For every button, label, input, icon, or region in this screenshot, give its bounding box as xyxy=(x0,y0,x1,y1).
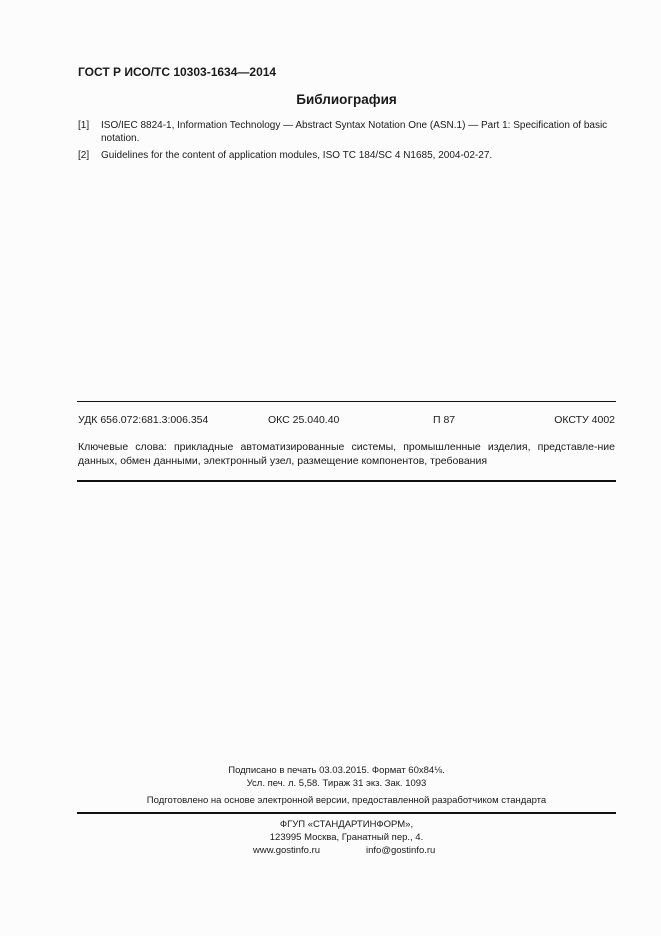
document-code: ГОСТ Р ИСО/ТС 10303-1634—2014 xyxy=(78,65,277,79)
imprint-line-1: Подписано в печать 03.03.2015. Формат 60x84⅛. xyxy=(228,765,445,776)
okstu-code: ОКСТУ 4002 xyxy=(554,414,615,426)
p-code: П 87 xyxy=(433,414,456,426)
reference-text: ISO/IEC 8824-1, Information Technology — Abstract Syntax Notation One (ASN.1) — Part 1: Specification of basic notation. xyxy=(101,120,608,144)
reference-text: Guidelines for the content of application modules, ISO TC 184/SC 4 N1685, 2004-02-27. xyxy=(101,150,493,161)
divider-bottom xyxy=(77,812,616,814)
udk-code: УДК 656.072:681.3:006.354 xyxy=(78,414,209,426)
reference-number: [1] xyxy=(78,120,90,131)
oks-code: ОКС 25.040.40 xyxy=(268,414,340,426)
publisher-website[interactable]: www.gostinfo.ru xyxy=(253,845,321,856)
reference-number: [2] xyxy=(78,150,90,161)
divider-thick xyxy=(77,480,616,482)
bibliography-title: Библиография xyxy=(296,92,397,107)
divider-top xyxy=(77,401,616,402)
reference-item xyxy=(78,149,618,162)
publisher-address: 123995 Москва, Гранатный пер., 4. xyxy=(269,832,424,843)
publisher-name: ФГУП «СТАНДАРТИНФОРМ», xyxy=(279,819,414,830)
keywords: Ключевые слова: прикладные автоматизированные системы, промышленные изделия, представле-ние данных, обмен данными, электронный узел, размещение компонентов, требования xyxy=(78,441,615,467)
imprint-line-2: Усл. печ. л. 5,58. Тираж 31 экз. Зак. 1093 xyxy=(246,778,427,789)
publisher-email[interactable]: info@gostinfo.ru xyxy=(366,845,436,856)
reference-item xyxy=(78,119,618,145)
prepared-note: Подготовлено на основе электронной версии, предоставленной разработчиком стандарта xyxy=(146,795,547,806)
